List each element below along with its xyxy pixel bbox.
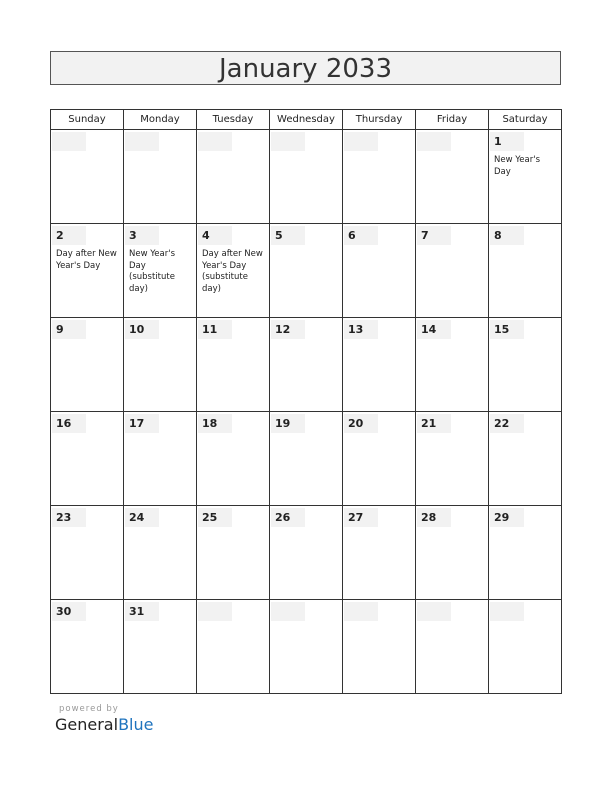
holiday-label: New Year's Day: [494, 155, 541, 177]
day-number: 9: [56, 323, 64, 336]
day-number: 15: [494, 323, 510, 336]
day-number: 22: [494, 417, 510, 430]
powered-by-label: powered by: [59, 704, 119, 714]
day-number-tab: [198, 132, 232, 151]
day-number: 1: [494, 135, 502, 148]
day-number: 25: [202, 511, 218, 524]
day-number: 24: [129, 511, 145, 524]
day-cell: [51, 412, 124, 506]
day-number: 11: [202, 323, 218, 336]
day-number: 21: [421, 417, 437, 430]
day-cell: [416, 600, 489, 694]
day-cell: [124, 600, 197, 694]
weekday-header: Tuesday: [197, 110, 270, 130]
day-number: 31: [129, 605, 145, 618]
week-row: [51, 412, 562, 506]
day-cell: [489, 224, 562, 318]
day-number: 12: [275, 323, 291, 336]
day-cell: [489, 130, 562, 224]
day-number-tab: [490, 602, 524, 621]
calendar-title: January 2033: [50, 51, 561, 85]
day-number-tab: [417, 602, 451, 621]
day-cell: [343, 412, 416, 506]
day-cell: [51, 224, 124, 318]
weekday-header: Monday: [124, 110, 197, 130]
weekday-header: Wednesday: [270, 110, 343, 130]
day-number-tab: [271, 132, 305, 151]
day-cell: [51, 600, 124, 694]
day-cell: [51, 506, 124, 600]
day-number: 23: [56, 511, 72, 524]
day-cell: [343, 600, 416, 694]
day-number: 6: [348, 229, 356, 242]
generalblue-logo: [55, 715, 153, 734]
holiday-label: Day after New Year's Day: [56, 249, 117, 271]
day-cell: [124, 318, 197, 412]
week-row: [51, 224, 562, 318]
day-cell: [343, 130, 416, 224]
day-number: 13: [348, 323, 364, 336]
day-number: 10: [129, 323, 145, 336]
weekday-header: Sunday: [51, 110, 124, 130]
day-cell: [489, 600, 562, 694]
day-number: 3: [129, 229, 137, 242]
brand-blue: Blue: [118, 715, 154, 734]
day-number: 14: [421, 323, 437, 336]
week-row: [51, 130, 562, 224]
week-row: [51, 600, 562, 694]
day-number: 27: [348, 511, 364, 524]
weekday-header: Friday: [416, 110, 489, 130]
day-cell: [197, 506, 270, 600]
day-cell: [197, 412, 270, 506]
weekday-header-row: [51, 110, 562, 130]
day-cell: [197, 224, 270, 318]
day-number-tab: [344, 132, 378, 151]
day-cell: [270, 412, 343, 506]
day-cell: [270, 600, 343, 694]
day-cell: [416, 412, 489, 506]
day-cell: [51, 130, 124, 224]
day-cell: [416, 224, 489, 318]
day-number: 8: [494, 229, 502, 242]
week-row: [51, 318, 562, 412]
day-cell: [124, 506, 197, 600]
day-number: 18: [202, 417, 218, 430]
day-cell: [124, 224, 197, 318]
day-cell: [197, 130, 270, 224]
day-number-tab: [198, 602, 232, 621]
day-number-tab: [271, 602, 305, 621]
day-number: 30: [56, 605, 72, 618]
day-cell: [270, 506, 343, 600]
day-number: 19: [275, 417, 291, 430]
day-cell: [270, 224, 343, 318]
holiday-label: Day after New Year's Day (substitute day): [202, 249, 263, 294]
day-cell: [197, 600, 270, 694]
day-number: 28: [421, 511, 437, 524]
day-cell: [489, 412, 562, 506]
day-number-tab: [125, 132, 159, 151]
holiday-label: New Year's Day (substitute day): [129, 249, 176, 294]
day-cell: [197, 318, 270, 412]
day-cell: [343, 506, 416, 600]
day-cell: [270, 318, 343, 412]
day-number-tab: [52, 132, 86, 151]
day-number: 16: [56, 417, 72, 430]
day-cell: [343, 318, 416, 412]
day-number-tab: [417, 132, 451, 151]
day-cell: [489, 506, 562, 600]
day-cell: [270, 130, 343, 224]
day-number: 5: [275, 229, 283, 242]
day-number: 29: [494, 511, 510, 524]
week-row: [51, 506, 562, 600]
day-number: 20: [348, 417, 364, 430]
day-number: 4: [202, 229, 210, 242]
weekday-header: Saturday: [489, 110, 562, 130]
day-number: 7: [421, 229, 429, 242]
day-number-tab: [344, 602, 378, 621]
day-number: 17: [129, 417, 145, 430]
weekday-header: Thursday: [343, 110, 416, 130]
day-cell: [416, 130, 489, 224]
day-cell: [416, 318, 489, 412]
calendar-grid: [50, 109, 562, 694]
day-cell: [416, 506, 489, 600]
brand-general: General: [55, 715, 119, 734]
day-cell: [124, 412, 197, 506]
day-number: 26: [275, 511, 291, 524]
day-number: 2: [56, 229, 64, 242]
day-cell: [343, 224, 416, 318]
day-cell: [124, 130, 197, 224]
day-cell: [489, 318, 562, 412]
day-cell: [51, 318, 124, 412]
